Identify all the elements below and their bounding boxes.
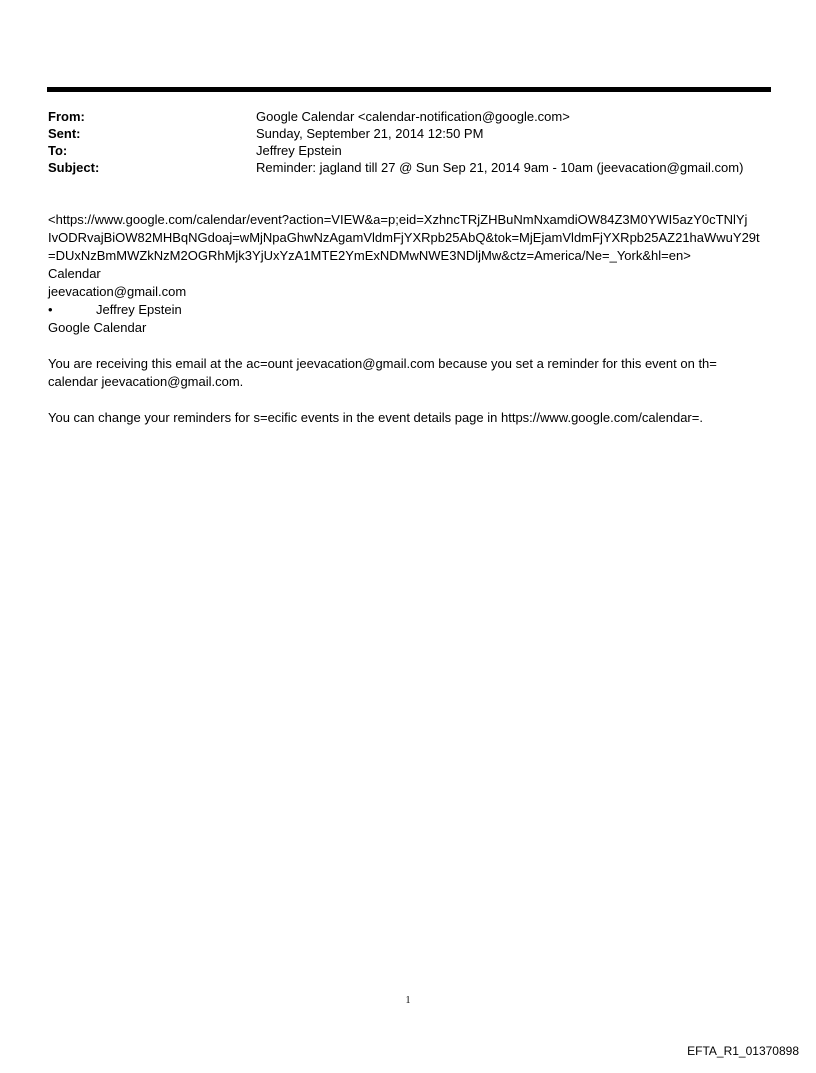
attendee-list-item bbox=[48, 301, 773, 319]
header-sent bbox=[48, 125, 768, 142]
bullet-icon: • bbox=[48, 302, 53, 317]
header-rule bbox=[47, 87, 771, 92]
attendee-name: Jeffrey Epstein bbox=[96, 302, 182, 317]
notice-line: You can change your reminders for s=ecific events in the event details page in https://www.google.com/calendar=. bbox=[48, 410, 703, 425]
event-url-line: <https://www.google.com/calendar/event?action=VIEW&a=p;eid=XzhncTRjZHBuNmNxamdiOW84Z3M0YWI5azY0cTNlYj bbox=[48, 212, 748, 227]
header-to bbox=[48, 142, 768, 159]
header-value: Google Calendar <calendar-notification@google.com> bbox=[256, 109, 570, 124]
footer-name: Google Calendar bbox=[48, 320, 147, 335]
page-number: 1 bbox=[405, 995, 411, 1006]
document-id: EFTA_R1_01370898 bbox=[687, 1044, 799, 1058]
header-label: Subject: bbox=[48, 160, 100, 175]
header-subject bbox=[48, 159, 768, 176]
email-body bbox=[48, 211, 773, 427]
header-label: Sent: bbox=[48, 126, 81, 141]
notice-line: You are receiving this email at the ac=ount jeevacation@gmail.com because you set a reminder for this event on th= bbox=[48, 356, 717, 371]
calendar-account: jeevacation@gmail.com bbox=[48, 284, 187, 299]
header-label: To: bbox=[48, 143, 68, 158]
header-label: From: bbox=[48, 109, 85, 124]
event-url-line: IvODRvajBiOW82MHBqNGdoaj=wMjNpaGhwNzAgamVldmFjYXRpb25AbQ&tok=MjEjamVldmFjYXRpb25AZ21haWwuY29t bbox=[48, 230, 760, 245]
header-from bbox=[48, 108, 768, 125]
change-reminders-notice bbox=[48, 409, 773, 427]
email-headers bbox=[48, 108, 768, 176]
header-value: Reminder: jagland till 27 @ Sun Sep 21, 2014 9am - 10am (jeevacation@gmail.com) bbox=[256, 160, 744, 175]
reminder-notice bbox=[48, 355, 773, 391]
header-value: Sunday, September 21, 2014 12:50 PM bbox=[256, 126, 484, 141]
notice-line: calendar jeevacation@gmail.com. bbox=[48, 374, 244, 389]
event-url-line: =DUxNzBmMWZkNzM2OGRhMjk3YjUxYzA1MTE2YmExNDMwNWE3NDljMw&ctz=America/Ne=_York&hl=en> bbox=[48, 248, 691, 263]
calendar-label: Calendar bbox=[48, 266, 101, 281]
header-value: Jeffrey Epstein bbox=[256, 143, 342, 158]
